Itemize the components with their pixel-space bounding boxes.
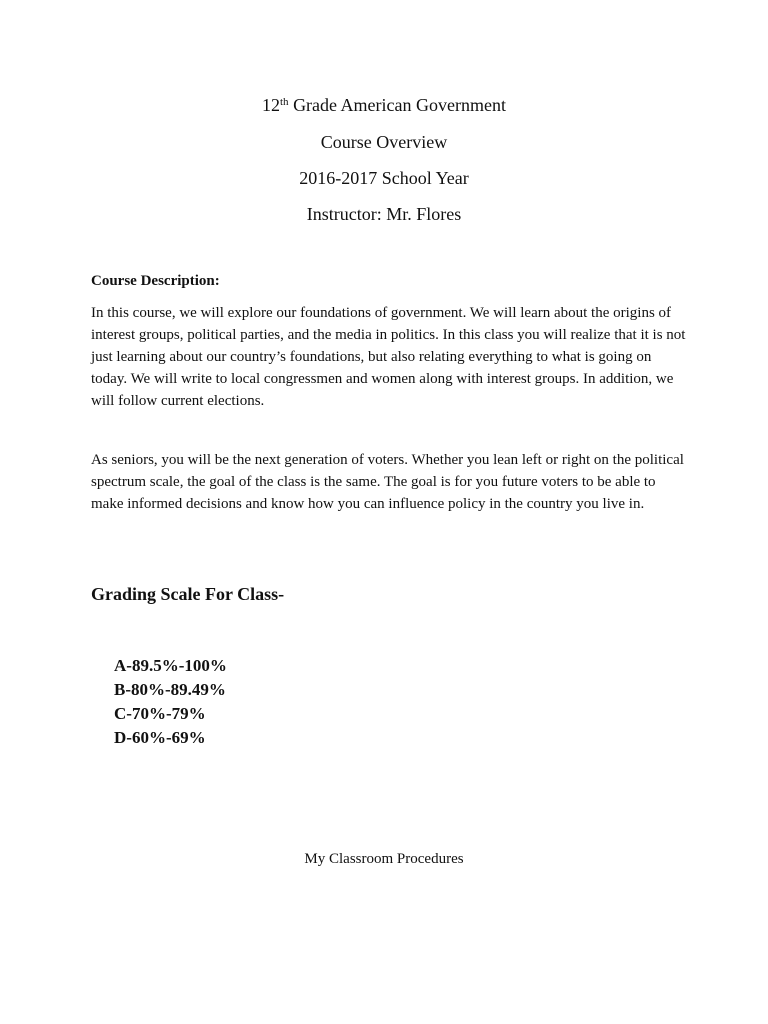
- course-subtitle: Course Overview: [320, 132, 448, 152]
- grade-suffix: th: [280, 96, 289, 108]
- school-year: 2016-2017 School Year: [299, 168, 469, 188]
- course-description-paragraph-2: As seniors, you will be the next generation of voters. Whether you lean left or right on the political spectrum scale, the goal of the class is the same. The goal is for you future voters to be able to make informed decisions and know how you can influence policy in the country you live in.: [91, 452, 684, 512]
- course-title: [0, 94, 768, 116]
- instructor-name: Instructor: Mr. Flores: [306, 204, 462, 224]
- grade-item-c: C-70%-79%: [114, 704, 206, 723]
- course-name: Grade American Government: [293, 95, 506, 115]
- course-description-paragraph-1: In this course, we will explore our foundations of government. We will learn about the origins of interest groups, political parties, and the media in politics. In this class you will realize that it is not just learning about our country’s foundations, but also relating everything to what is going on today. We will write to local congressmen and women along with interest groups. In addition, we will follow current elections.: [91, 305, 686, 409]
- course-description-heading: Course Description:: [91, 273, 220, 289]
- grading-scale-list: [114, 654, 227, 750]
- grade-item-a: A-89.5%-100%: [114, 656, 227, 675]
- grade-item-d: D-60%-69%: [114, 728, 206, 747]
- grade-number: 12: [262, 95, 280, 115]
- grade-item-b: B-80%-89.49%: [114, 680, 226, 699]
- classroom-procedures-heading: My Classroom Procedures: [304, 851, 464, 867]
- grading-scale-heading: Grading Scale For Class-: [91, 584, 285, 604]
